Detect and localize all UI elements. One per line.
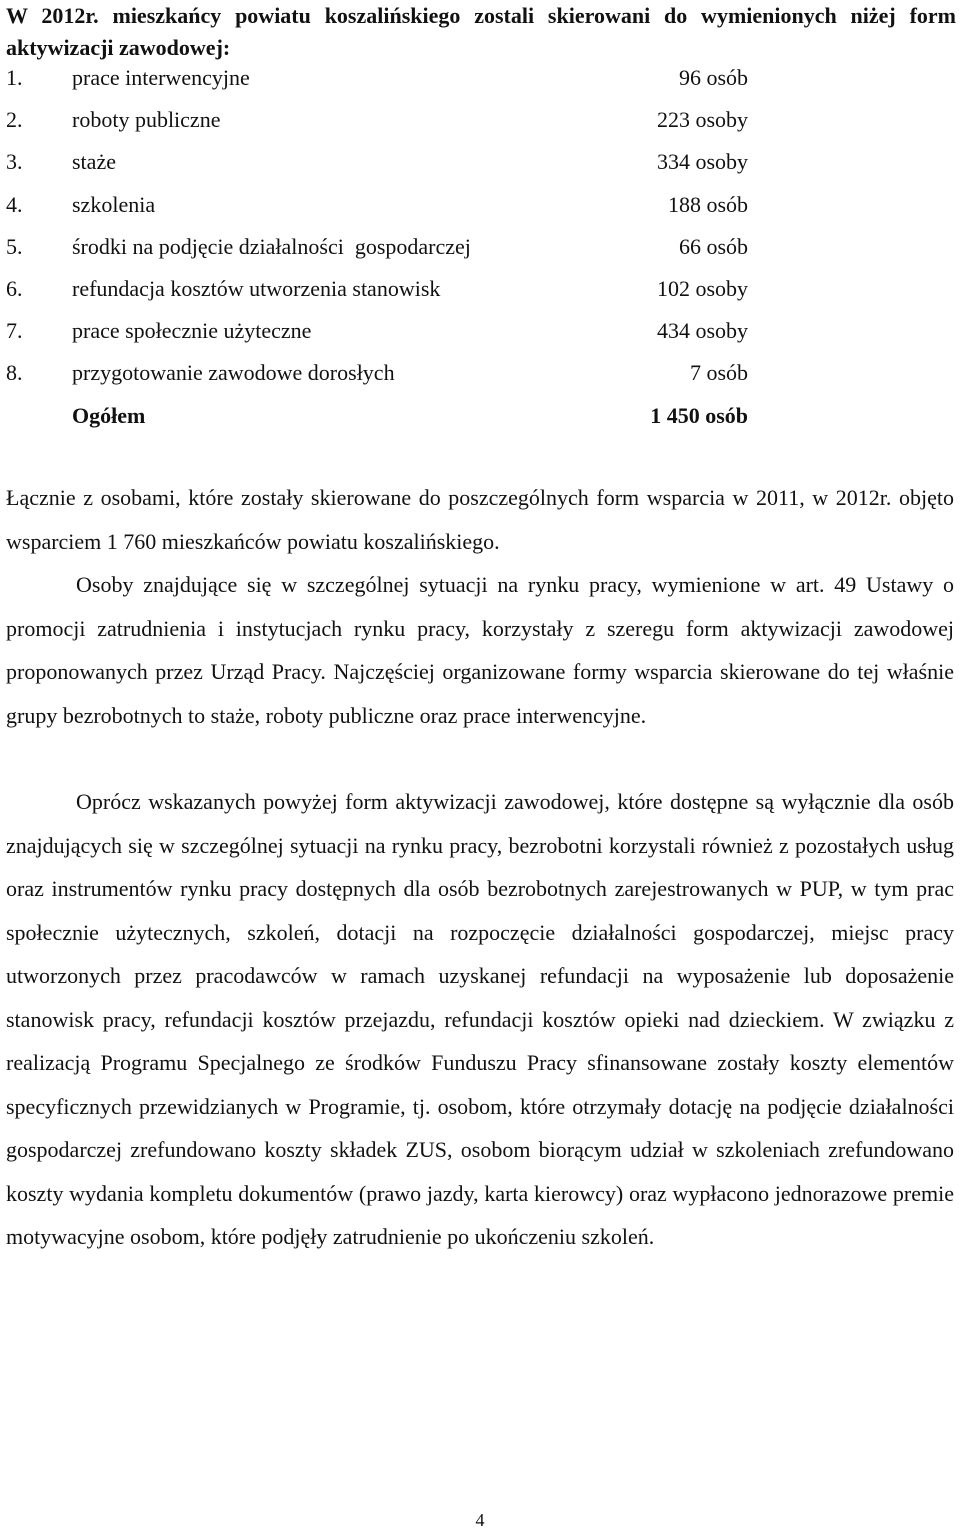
paragraph-summary: Łącznie z osobami, które zostały skierowane do poszczególnych form wsparcia w 2011, w 2012r. objęto wsparciem 1 760 mieszkańców powiatu koszalińskiego. xyxy=(6,485,954,554)
paragraph-other-services: Oprócz wskazanych powyżej form aktywizacji zawodowej, które dostępne są wyłącznie dla osób znajdujących się w szczególnej sytuacji na rynku pracy, bezrobotni korzystali również z pozostałych usług oraz instrumentów rynku pracy dostępnych dla osób bezrobotnych zarejestrowanych w PUP, w tym prac społecznie użytecznych, szkoleń, dotacji na rozpoczęcie działalności gospodarczej, miejsc pracy utworzonych przez pracodawców w ramach uzyskanej refundacji na wyposażenie lub doposażenie stanowisk pracy, refundacji kosztów przejazdu, refundacji kosztów opieki nad dzieckiem. W związku z realizacją Programu Specjalnego ze środków Funduszu Pracy sfinansowane zostały koszty elementów specyficznych przewidzianych w Programie, tj. osobom, które otrzymały dotację na podjęcie działalności gospodarczej zrefundowano koszty składek ZUS, osobom biorącym udział w szkoleniach zrefundowano koszty wydania kompletu dokumentów (prawo jazdy, karta kierowcy) oraz wypłacono jednorazowe premie motywacyjne osobom, które podjęły zatrudnienie po ukończeniu szkoleń. xyxy=(6,789,954,1249)
item-value: 102 osoby xyxy=(656,275,748,301)
item-number: 2. xyxy=(6,107,23,133)
list-item xyxy=(0,104,960,146)
total-value: 1 450 osób xyxy=(650,402,748,428)
item-label: środki na podjęcie działalności gospodarczej xyxy=(72,233,471,259)
item-label: prace interwencyjne xyxy=(72,65,250,90)
item-value: 334 osoby xyxy=(656,149,748,175)
paragraph-special-situation: Osoby znajdujące się w szczególnej sytuacji na rynku pracy, wymienione w art. 49 Ustawy o promocji zatrudnienia i instytucjach rynku pracy, korzystały z szeregu form aktywizacji zawodowej proponowanych przez Urząd Pracy. Najczęściej organizowane formy wsparcia skierowane do tej właśnie grupy bezrobotnych to staże, roboty publiczne oraz prace interwencyjne. xyxy=(6,572,954,728)
item-label: prace społecznie użyteczne xyxy=(72,318,312,344)
total-label: Ogółem xyxy=(72,402,146,428)
item-label: szkolenia xyxy=(72,191,156,217)
item-number: 3. xyxy=(6,149,23,175)
list-item xyxy=(0,315,960,357)
list-item xyxy=(0,189,960,231)
item-number: 4. xyxy=(6,191,23,217)
total-row xyxy=(0,400,960,442)
item-label: przygotowanie zawodowe dorosłych xyxy=(72,360,395,386)
page-number: 4 xyxy=(475,1510,485,1530)
item-number: 7. xyxy=(6,318,23,344)
item-value: 66 osób xyxy=(678,233,748,259)
item-number: 1. xyxy=(6,65,23,90)
item-label: staże xyxy=(72,149,116,175)
item-value: 223 osoby xyxy=(656,107,748,133)
list-item xyxy=(0,146,960,188)
item-value: 434 osoby xyxy=(656,318,748,344)
item-value: 188 osób xyxy=(667,191,748,217)
list-item xyxy=(0,231,960,273)
section-heading: W 2012r. mieszkańcy powiatu koszalińskiego zostali skierowani do wymienionych niżej form aktywizacji zawodowej: xyxy=(6,3,956,60)
item-value: 7 osób xyxy=(689,360,748,386)
list-item xyxy=(0,62,960,104)
activation-forms-list xyxy=(0,62,960,442)
item-number: 8. xyxy=(6,360,23,386)
item-label: refundacja kosztów utworzenia stanowisk xyxy=(72,275,441,301)
item-label: roboty publiczne xyxy=(72,107,221,133)
list-item xyxy=(0,357,960,399)
item-number: 5. xyxy=(6,233,23,259)
list-item xyxy=(0,273,960,315)
item-number: 6. xyxy=(6,275,23,301)
item-value: 96 osób xyxy=(678,65,748,90)
